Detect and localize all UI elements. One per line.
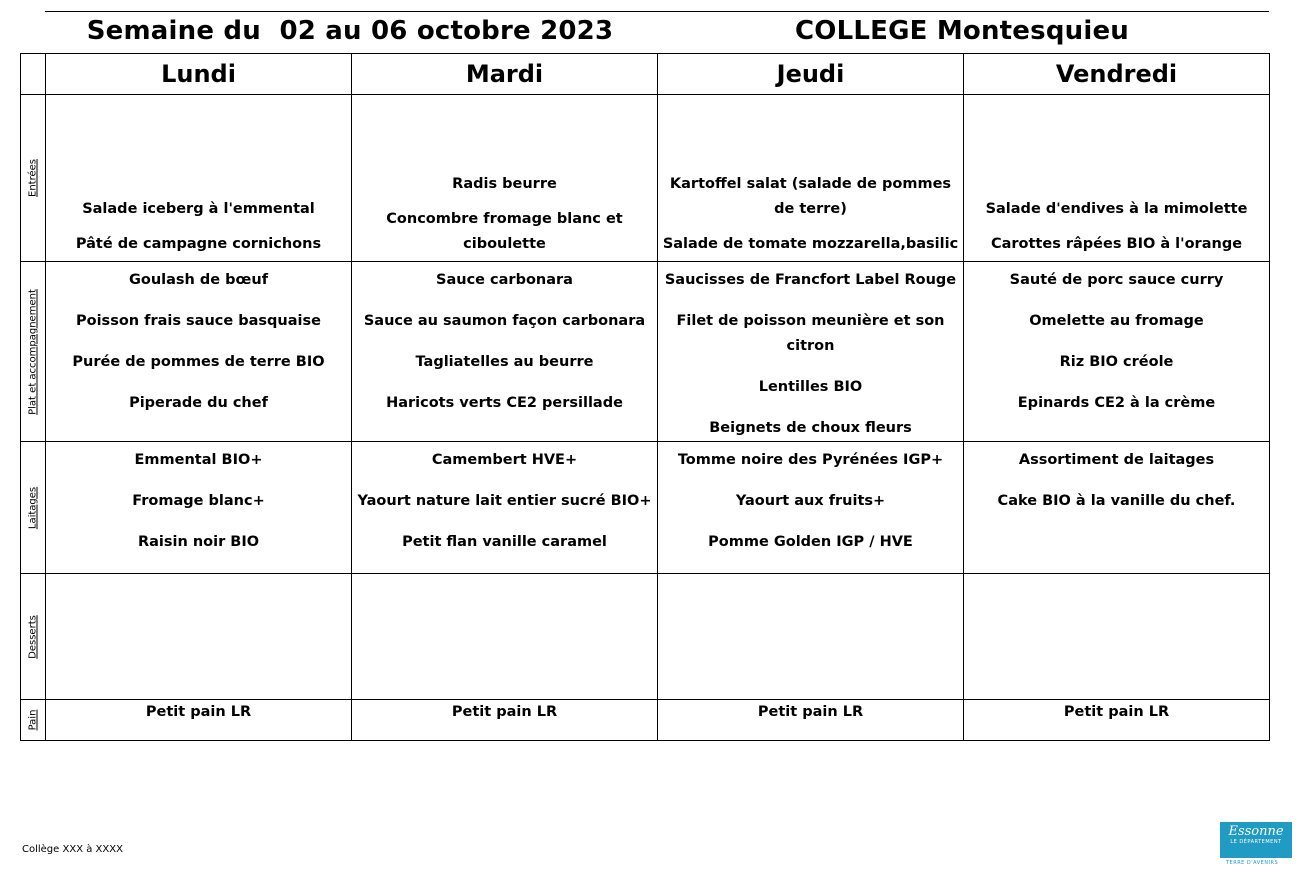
row-entrees	[21, 95, 1270, 262]
menu-item: Camembert HVE+	[431, 452, 578, 468]
menu-cell	[352, 442, 658, 574]
menu-cell	[352, 574, 658, 700]
menu-item: Yaourt aux fruits+	[735, 493, 886, 509]
section-label-entrees: Entrées	[27, 159, 39, 197]
menu-item: Petit flan vanille caramel	[402, 534, 607, 550]
menu-item: Emmental BIO+	[134, 452, 263, 468]
side-cell-entrees	[21, 95, 46, 262]
footer-text: Collège XXX à XXXX	[22, 844, 123, 855]
menu-cell	[352, 95, 658, 262]
menu-item: Pomme Golden IGP / HVE	[708, 534, 913, 550]
menu-cell	[46, 95, 352, 262]
section-label-pain: Pain	[27, 709, 39, 731]
menu-item: Purée de pommes de terre BIO	[72, 354, 325, 370]
row-laitages	[21, 442, 1270, 574]
menu-item: Salade iceberg à l'emmental	[82, 201, 315, 217]
top-rule	[45, 11, 1269, 12]
menu-cell	[46, 574, 352, 700]
section-label-plat: Plat et accompagnement	[27, 288, 39, 415]
day-header-row	[21, 54, 1270, 95]
row-desserts	[21, 574, 1270, 700]
menu-item: Carottes râpées BIO à l'orange	[990, 236, 1243, 252]
menu-item: Goulash de bœuf	[128, 272, 269, 288]
menu-item: Yaourt nature lait entier sucré BIO+	[357, 493, 652, 509]
logo-main-text: Essonne	[1228, 824, 1284, 839]
menu-item: Poisson frais sauce basquaise	[76, 313, 321, 329]
day-header-mardi: Mardi	[352, 54, 658, 95]
logo-tagline: TERRE D'AVENIRS	[1226, 860, 1279, 866]
menu-cell	[964, 574, 1270, 700]
menu-item: Radis beurre	[452, 176, 557, 192]
menu-item: Sauté de porc sauce curry	[1009, 272, 1224, 288]
menu-item: Piperade du chef	[129, 395, 268, 411]
side-cell-laitages	[21, 442, 46, 574]
menu-item: Assortiment de laitages	[1018, 452, 1215, 468]
day-header-vendredi: Vendredi	[964, 54, 1270, 95]
menu-item: Petit pain LR	[451, 704, 558, 720]
menu-item: Sauce au saumon façon carbonara	[363, 313, 646, 329]
menu-cell	[964, 442, 1270, 574]
menu-item: Salade de tomate mozzarella,basilic	[662, 236, 959, 252]
menu-item: Concombre fromage blanc et ciboulette	[386, 211, 623, 252]
menu-item: Tagliatelles au beurre	[415, 354, 594, 370]
essonne-logo	[1220, 822, 1292, 858]
row-pain	[21, 700, 1270, 741]
menu-item: Haricots verts CE2 persillade	[386, 395, 623, 411]
menu-cell	[964, 95, 1270, 262]
menu-item: Saucisses de Francfort Label Rouge	[664, 272, 957, 288]
side-cell-desserts	[21, 574, 46, 700]
menu-item: Omelette au fromage	[1029, 313, 1204, 329]
menu-item: Cake BIO à la vanille du chef.	[997, 493, 1236, 509]
menu-item: Petit pain LR	[145, 704, 252, 720]
menu-cell	[658, 262, 964, 442]
menu-item: Salade d'endives à la mimolette	[985, 201, 1248, 217]
menu-item: Riz BIO créole	[1059, 354, 1174, 370]
menu-cell	[46, 442, 352, 574]
menu-item: Lentilles BIO	[758, 379, 863, 395]
corner-cell	[21, 54, 46, 95]
menu-item: Raisin noir BIO	[137, 534, 260, 550]
section-label-desserts: Desserts	[27, 614, 39, 659]
week-title: Semaine du 02 au 06 octobre 2023	[86, 16, 614, 46]
menu-item: Pâté de campagne cornichons	[75, 236, 322, 252]
day-header-jeudi: Jeudi	[658, 54, 964, 95]
menu-cell	[46, 262, 352, 442]
section-label-laitages: Laitages	[27, 486, 39, 529]
menu-item: Beignets de choux fleurs	[709, 420, 912, 436]
menu-cell	[658, 442, 964, 574]
menu-cell	[352, 700, 658, 741]
row-plat	[21, 262, 1270, 442]
menu-cell	[658, 95, 964, 262]
menu-item: Epinards CE2 à la crème	[1017, 395, 1216, 411]
day-header-lundi: Lundi	[46, 54, 352, 95]
menu-item: Sauce carbonara	[436, 272, 573, 288]
side-cell-plat	[21, 262, 46, 442]
menu-table	[20, 53, 1270, 741]
school-title: COLLEGE Montesquieu	[795, 16, 1129, 46]
menu-cell	[46, 700, 352, 741]
menu-item: Filet de poisson meunière et son citron	[676, 313, 945, 354]
logo-sub-text: LE DÉPARTEMENT	[1230, 839, 1282, 845]
side-cell-pain	[21, 700, 46, 741]
menu-cell	[964, 262, 1270, 442]
menu-item: Petit pain LR	[757, 704, 864, 720]
menu-item: Fromage blanc+	[132, 493, 265, 509]
menu-item: Tomme noire des Pyrénées IGP+	[677, 452, 944, 468]
menu-cell	[658, 700, 964, 741]
menu-item: Petit pain LR	[1063, 704, 1170, 720]
menu-cell	[964, 700, 1270, 741]
menu-cell	[658, 574, 964, 700]
menu-item: Kartoffel salat (salade de pommes de terre)	[669, 176, 952, 217]
menu-cell	[352, 262, 658, 442]
